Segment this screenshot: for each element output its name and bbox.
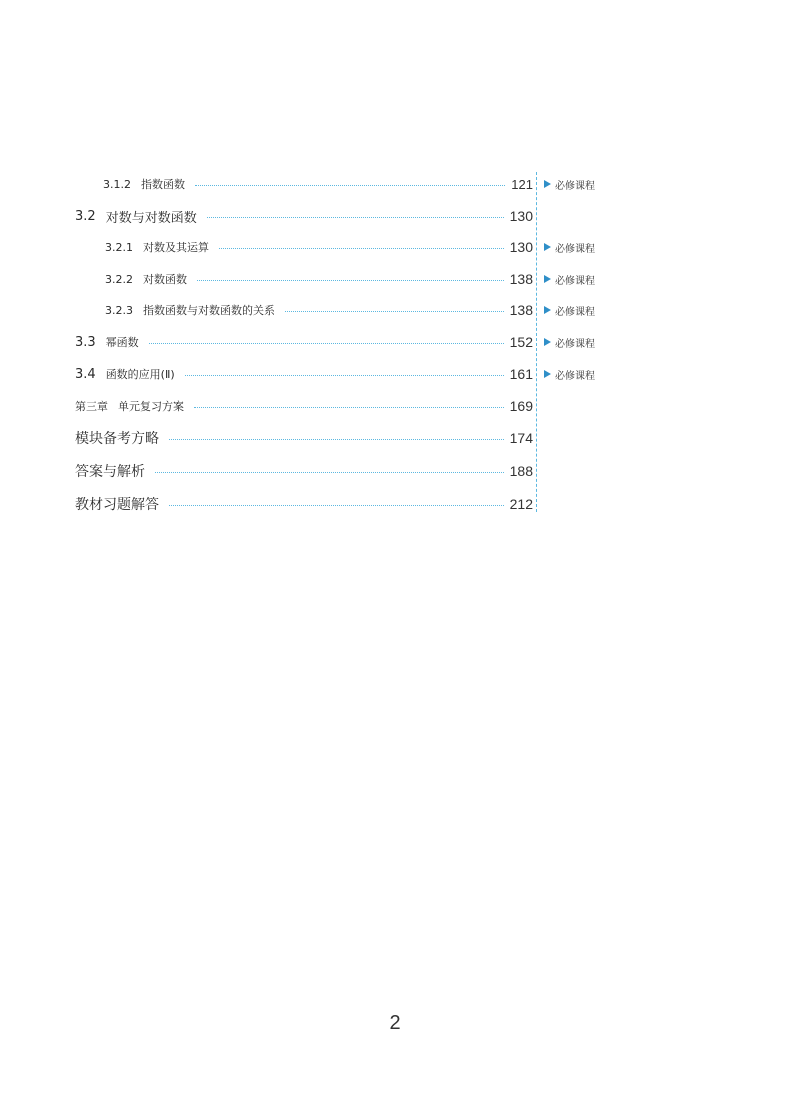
toc-entry-page: 169 bbox=[509, 398, 533, 414]
triangle-marker-icon bbox=[544, 275, 551, 283]
course-tag bbox=[544, 335, 595, 349]
toc-entry-number: 3.4 bbox=[75, 366, 96, 382]
toc-entry-page: 188 bbox=[509, 463, 533, 479]
toc-entry-chapter-3-review[interactable] bbox=[75, 396, 533, 416]
leader-dots bbox=[155, 472, 504, 473]
course-tag-label: 必修课程 bbox=[555, 180, 595, 192]
triangle-marker-icon bbox=[544, 243, 551, 251]
toc-entry-title: 对数及其运算 bbox=[143, 241, 209, 254]
toc-entry-title: 答案与解析 bbox=[75, 464, 145, 480]
toc-entry-textbook-solutions[interactable] bbox=[75, 494, 533, 514]
toc-entry-number: 3.2.3 bbox=[105, 303, 133, 317]
leader-dots bbox=[149, 343, 504, 344]
triangle-marker-icon bbox=[544, 370, 551, 378]
toc-entry-page: 161 bbox=[509, 366, 533, 382]
leader-dots bbox=[207, 217, 504, 218]
toc-entry-3-2-2[interactable] bbox=[105, 269, 533, 289]
toc-entry-page: 130 bbox=[509, 239, 533, 255]
course-tag-label: 必修课程 bbox=[555, 370, 595, 382]
toc-entry-3-2[interactable] bbox=[75, 206, 533, 226]
toc-entry-page: 130 bbox=[509, 208, 533, 224]
toc-entry-3-1-2[interactable] bbox=[103, 174, 533, 194]
toc-entry-page: 138 bbox=[509, 271, 533, 287]
course-tag bbox=[544, 177, 595, 191]
toc-entry-page: 174 bbox=[509, 430, 533, 446]
toc-entry-3-2-3[interactable] bbox=[105, 300, 533, 320]
toc-entry-page: 212 bbox=[509, 496, 533, 512]
toc-entry-title: 对数与对数函数 bbox=[105, 210, 197, 226]
toc-entry-page: 121 bbox=[511, 176, 533, 192]
course-tag bbox=[544, 303, 595, 317]
triangle-marker-icon bbox=[544, 338, 551, 346]
leader-dots bbox=[194, 407, 504, 408]
toc-entry-page: 152 bbox=[509, 334, 533, 350]
triangle-marker-icon bbox=[544, 306, 551, 314]
triangle-marker-icon bbox=[544, 180, 551, 188]
leader-dots bbox=[285, 311, 504, 312]
toc-entry-title: 教材习题解答 bbox=[75, 497, 159, 513]
toc-entry-title: 指数函数与对数函数的关系 bbox=[143, 304, 275, 317]
toc-entry-number: 3.2.1 bbox=[105, 240, 133, 254]
leader-dots bbox=[197, 280, 504, 281]
toc-entry-number: 3.2 bbox=[75, 208, 96, 224]
toc-entry-number: 3.3 bbox=[75, 334, 96, 350]
leader-dots bbox=[219, 248, 504, 249]
toc-entry-module-exam-strategy[interactable] bbox=[75, 428, 533, 448]
toc-entry-3-3[interactable] bbox=[75, 332, 533, 352]
toc-entry-3-4[interactable] bbox=[75, 364, 533, 384]
course-tag bbox=[544, 240, 595, 254]
toc-entry-number: 第三章 bbox=[75, 400, 108, 413]
toc-entry-number: 3.1.2 bbox=[103, 177, 131, 191]
course-tag bbox=[544, 367, 595, 381]
course-tag-label: 必修课程 bbox=[555, 306, 595, 318]
toc-entry-answers[interactable] bbox=[75, 461, 533, 481]
toc-entry-title: 单元复习方案 bbox=[118, 400, 184, 413]
course-tag-label: 必修课程 bbox=[555, 243, 595, 255]
leader-dots bbox=[169, 505, 504, 506]
toc-entry-title: 函数的应用(Ⅱ) bbox=[105, 368, 175, 381]
leader-dots bbox=[169, 439, 504, 440]
course-tag-label: 必修课程 bbox=[555, 338, 595, 350]
course-tag bbox=[544, 272, 595, 286]
toc-entry-title: 模块备考方略 bbox=[75, 431, 159, 447]
toc-entry-3-2-1[interactable] bbox=[105, 237, 533, 257]
toc-entry-title: 对数函数 bbox=[143, 273, 187, 286]
divider-line bbox=[536, 172, 537, 512]
toc-entry-number: 3.2.2 bbox=[105, 272, 133, 286]
toc-entry-page: 138 bbox=[509, 302, 533, 318]
course-tag-label: 必修课程 bbox=[555, 275, 595, 287]
leader-dots bbox=[195, 185, 505, 186]
toc-entry-title: 指数函数 bbox=[141, 178, 185, 191]
leader-dots bbox=[185, 375, 504, 376]
toc-entry-title: 幂函数 bbox=[105, 336, 139, 349]
page-number: 2 bbox=[389, 1012, 401, 1034]
